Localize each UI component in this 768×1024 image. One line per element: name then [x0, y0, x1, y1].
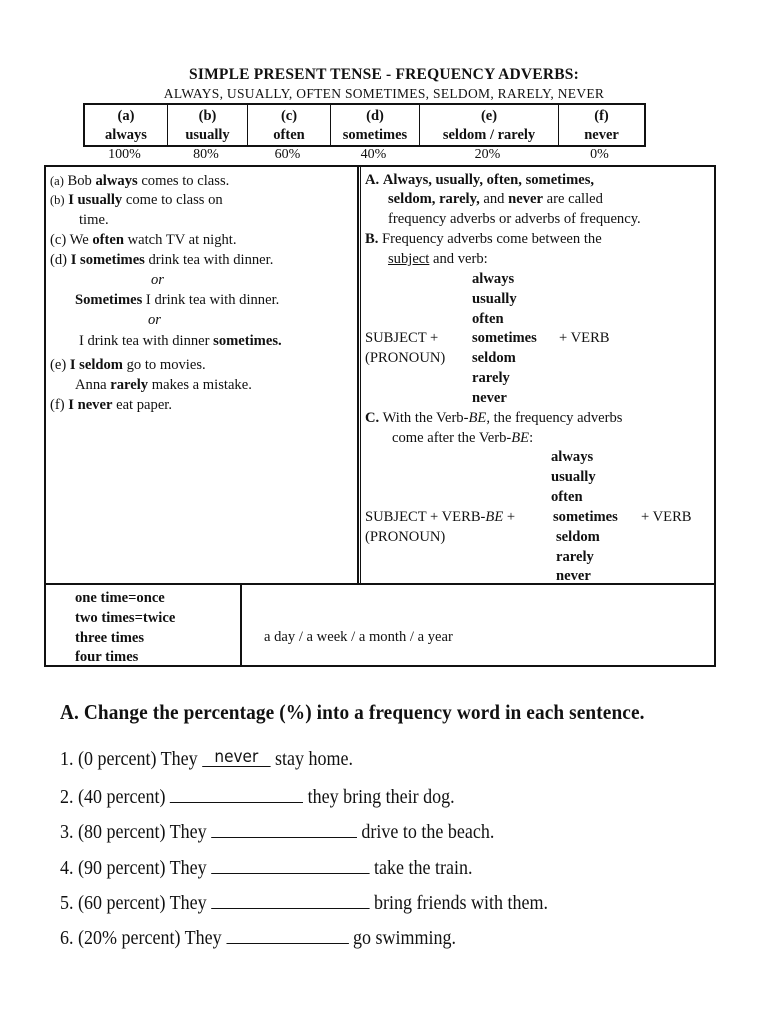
rule-a-line3: frequency adverbs or adverbs of frequency.: [388, 211, 641, 227]
freq-cell-never: (f) never: [584, 108, 619, 143]
rule-c-adverb-sometimes: sometimes: [553, 509, 618, 525]
times-divider: [240, 585, 242, 666]
rule-c-adverb-never: never: [556, 568, 591, 584]
rule-a-line2: seldom, rarely, and never are called: [388, 191, 603, 207]
times-twice: two times=twice: [75, 610, 176, 626]
rule-c-line2: come after the Verb-BE:: [392, 430, 534, 446]
percent-often: 60%: [274, 147, 301, 162]
times-period-list: a day / a week / a month / a year: [264, 629, 453, 645]
or-connector-1: or: [151, 272, 164, 288]
rule-b-adverb-usually: usually: [472, 291, 517, 307]
rule-c-adverb-usually: usually: [551, 469, 596, 485]
rule-b-adverb-rarely: rarely: [472, 370, 510, 386]
example-b: (b) I usually come to class on: [50, 192, 223, 208]
example-a: (a) Bob always comes to class.: [50, 173, 230, 189]
example-c: (c) We often watch TV at night.: [50, 232, 237, 248]
example-d-alt2: I drink tea with dinner sometimes.: [79, 333, 282, 349]
times-four: four times: [75, 649, 139, 665]
example-d: (d) I sometimes drink tea with dinner.: [50, 252, 274, 268]
percent-never: 0%: [590, 147, 609, 162]
exercise-item-1: 1. (0 percent) They never stay home.: [60, 747, 354, 770]
example-e-alt: Anna rarely makes a mistake.: [75, 377, 252, 393]
column-divider-inner: [360, 166, 361, 585]
rule-c-line1: C. With the Verb-BE, the frequency adverbs: [365, 410, 623, 426]
exercise-item-6: 6. (20% percent) They go swimming.: [60, 927, 457, 949]
answer-blank-5[interactable]: [211, 890, 369, 909]
rule-c-adverb-often: often: [551, 489, 583, 505]
answer-blank-4[interactable]: [211, 855, 369, 874]
times-once: one time=once: [75, 590, 165, 606]
page-title: SIMPLE PRESENT TENSE - FREQUENCY ADVERBS:: [189, 66, 579, 83]
freq-cell-often: (c) often: [248, 105, 331, 145]
exercise-heading: A. Change the percentage (%) into a frequency word in each sentence.: [60, 700, 645, 724]
rule-c-formula-verb: + VERB: [641, 509, 692, 525]
rule-b-line2: subject and verb:: [388, 251, 488, 267]
answer-blank-3[interactable]: [211, 819, 357, 838]
rule-b-adverb-always: always: [472, 271, 515, 287]
example-e: (e) I seldom go to movies.: [50, 357, 206, 373]
column-divider: [357, 166, 359, 585]
frequency-table: [83, 103, 646, 147]
percent-always: 100%: [108, 147, 141, 162]
freq-cell-sometimes: (d) sometimes: [331, 105, 420, 145]
rule-b-adverb-never: never: [472, 390, 507, 406]
rule-c-formula-subject: SUBJECT + VERB-BE +: [365, 509, 516, 525]
rule-b-line1: B. Frequency adverbs come between the: [365, 231, 602, 247]
rule-b-adverb-often: often: [472, 311, 504, 327]
exercise-item-3: 3. (80 percent) They drive to the beach.: [60, 821, 495, 843]
exercise-item-2: 2. (40 percent) they bring their dog.: [60, 786, 455, 808]
section-divider: [45, 583, 715, 585]
times-three: three times: [75, 630, 145, 646]
rule-b-adverb-seldom: seldom: [472, 350, 516, 366]
freq-cell-seldom-rarely: (e) seldom / rarely: [420, 105, 559, 145]
rule-c-formula-pronoun: (PRONOUN): [365, 529, 446, 545]
or-connector-2: or: [148, 312, 161, 328]
rule-b-formula-subject: SUBJECT +: [365, 330, 439, 346]
rule-c-adverb-rarely: rarely: [556, 549, 594, 565]
rule-b-adverb-sometimes: sometimes: [472, 330, 537, 346]
page-subtitle: ALWAYS, USUALLY, OFTEN SOMETIMES, SELDOM, RARELY, NEVER: [163, 86, 605, 101]
answer-blank-6[interactable]: [226, 925, 348, 944]
example-b-continued: time.: [79, 212, 109, 228]
rule-a-line1: A. Always, usually, often, sometimes,: [365, 172, 595, 188]
example-f: (f) I never eat paper.: [50, 397, 172, 413]
exercise-item-4: 4. (90 percent) They take the train.: [60, 857, 473, 879]
percent-sometimes: 40%: [360, 147, 387, 162]
freq-cell-usually: (b) usually: [168, 105, 248, 145]
rule-b-formula-pronoun: (PRONOUN): [365, 350, 446, 366]
percentage-row: [83, 147, 646, 163]
rule-c-adverb-seldom: seldom: [556, 529, 600, 545]
example-d-alt1: Sometimes I drink tea with dinner.: [75, 292, 280, 308]
answer-blank-1[interactable]: never: [202, 748, 270, 767]
answer-blank-2[interactable]: [170, 784, 303, 803]
freq-cell-always: (a) always: [85, 105, 168, 145]
rule-b-formula-verb: + VERB: [559, 330, 610, 346]
exercise-item-5: 5. (60 percent) They bring friends with them.: [60, 892, 548, 914]
percent-usually: 80%: [193, 147, 219, 162]
percent-seldom-rarely: 20%: [474, 147, 501, 162]
rule-c-adverb-always: always: [551, 449, 594, 465]
